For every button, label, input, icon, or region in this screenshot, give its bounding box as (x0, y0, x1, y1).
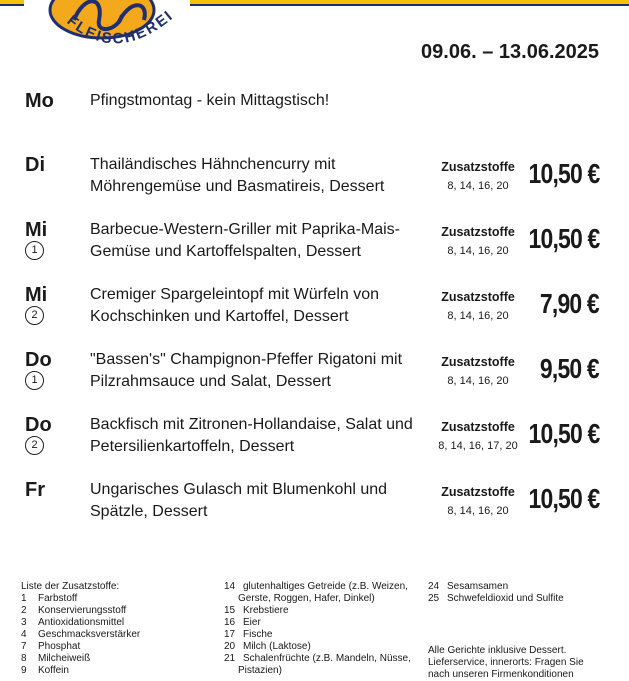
dish-text: Backfisch mit Zitronen-Hollandaise, Salat und Petersilienkartoffeln, Dessert (90, 416, 413, 455)
additive-item: 14 glutenhaltiges Getreide (z.B. Weizen, (224, 581, 408, 592)
footer-note-line: Alle Gerichte inklusive Dessert. (428, 645, 567, 656)
date-range: 09.06. – 13.06.2025 (421, 41, 599, 63)
zusatzstoffe-codes: 8, 14, 16, 17, 20 (438, 440, 518, 452)
zusatzstoffe-codes: 8, 14, 16, 20 (447, 375, 509, 387)
price: 10,50 € (528, 483, 599, 514)
day-label: Mi (25, 219, 48, 241)
zusatzstoffe-label: Zusatzstoffe (441, 420, 515, 434)
day-label: Mi (25, 284, 48, 306)
menu-number-badge: 1 (25, 371, 44, 390)
additive-item: 4 Geschmacksverstärker (21, 629, 141, 640)
dish-text: Thailändisches Hähnchencurry mit Möhrengemüse und Basmatireis, Dessert (90, 156, 385, 195)
additive-item: 17 Fische (224, 629, 273, 640)
logo-icon (24, 0, 190, 72)
zusatzstoffe-codes: 8, 14, 16, 20 (447, 505, 509, 517)
header-stripe-right-blue (190, 4, 629, 6)
menu-number-badge: 1 (25, 241, 44, 260)
zusatzstoffe-codes: 8, 14, 16, 20 (447, 180, 509, 192)
additive-item: 3 Antioxidationsmittel (21, 617, 125, 628)
menu-number-badge: 2 (25, 436, 44, 455)
zusatzstoffe-label: Zusatzstoffe (441, 160, 515, 174)
additive-item: 8 Milcheiweiß (21, 653, 91, 664)
additive-item: Pistazien) (238, 665, 282, 676)
additive-item: 20 Milch (Laktose) (224, 641, 311, 652)
price: 10,50 € (528, 158, 599, 189)
zusatzstoffe-label: Zusatzstoffe (441, 225, 515, 239)
footer-note-line: nach unseren Firmenkonditionen (428, 669, 574, 680)
zusatzstoffe-codes: 8, 14, 16, 20 (447, 310, 509, 322)
zusatzstoffe-label: Zusatzstoffe (441, 290, 515, 304)
day-label: Mo (25, 90, 54, 112)
additive-item: 15 Krebstiere (224, 605, 289, 616)
zusatzstoffe-label: Zusatzstoffe (441, 355, 515, 369)
additive-item: 7 Phosphat (21, 641, 81, 652)
additive-item: 25 Schwefeldioxid und Sulfite (428, 593, 564, 604)
additive-item: 1 Farbstoff (21, 593, 78, 604)
additive-item: Gerste, Roggen, Hafer, Dinkel) (238, 593, 375, 604)
additives-list-col1 (21, 581, 140, 677)
dish-text: Barbecue-Western-Griller mit Paprika-Mais-Gemüse und Kartoffelspalten, Dessert (90, 221, 400, 260)
additive-item: 9 Koffein (21, 665, 69, 676)
price: 9,50 € (540, 353, 599, 384)
day-label: Do (25, 349, 52, 371)
logo-text: FLEISCHEREI (63, 6, 178, 48)
additive-item: 24 Sesamsamen (428, 581, 509, 592)
additives-list-col2 (224, 581, 411, 677)
footer-note-line: Lieferservice, innerorts: Fragen Sie (428, 657, 584, 668)
price: 10,50 € (528, 418, 599, 449)
price: 7,90 € (540, 288, 599, 319)
day-label: Di (25, 154, 45, 176)
additive-item: 2 Konservierungsstoff (21, 605, 127, 616)
additive-item: 21 Schalenfrüchte (z.B. Mandeln, Nüsse, (224, 653, 411, 664)
dish-text: Cremiger Spargeleintopf mit Würfeln von Kochschinken und Kartoffel, Dessert (90, 286, 380, 325)
dish-text: Ungarisches Gulasch mit Blumenkohl und Spätzle, Dessert (90, 481, 388, 520)
logo (24, 0, 190, 72)
zusatzstoffe-label: Zusatzstoffe (441, 485, 515, 499)
zusatzstoffe-codes: 8, 14, 16, 20 (447, 245, 509, 257)
dish-text: Pfingstmontag - kein Mittagstisch! (90, 92, 330, 109)
day-label: Do (25, 414, 52, 436)
footer-note (428, 645, 584, 681)
dish-text: "Bassen's" Champignon-Pfeffer Rigatoni mit Pilzrahmsauce und Salat, Dessert (90, 351, 403, 390)
header-stripe-left-blue (0, 4, 24, 6)
menu-number-badge: 2 (25, 306, 44, 325)
price: 10,50 € (528, 223, 599, 254)
additive-item: 16 Eier (224, 617, 261, 628)
day-label: Fr (25, 479, 45, 501)
additives-title: Liste der Zusatzstoffe: (21, 581, 120, 592)
additives-list-col3 (428, 581, 564, 605)
